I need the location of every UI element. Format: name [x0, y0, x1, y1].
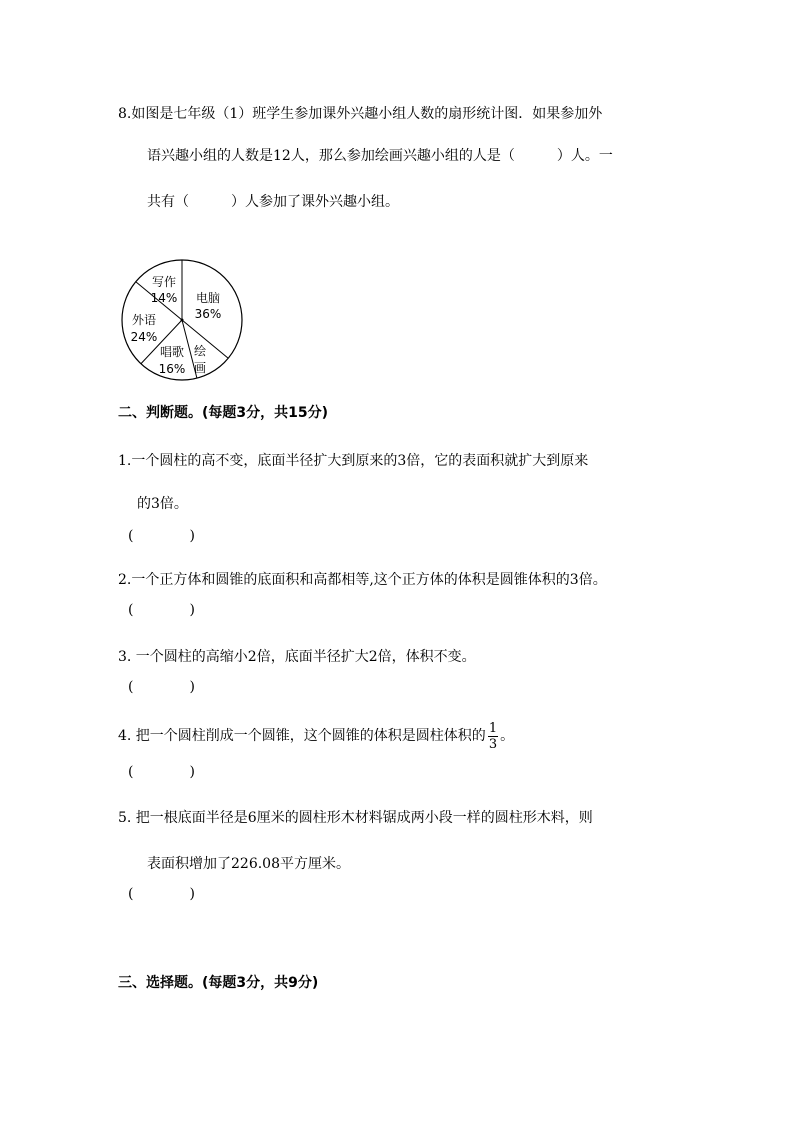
section-3-heading: 三、选择题。(每题3分，共9分) — [118, 975, 319, 991]
label-computer: 电脑 — [195, 291, 221, 305]
fraction-numerator: 1 — [488, 720, 498, 736]
s2-q4-text: 4. 把一个圆柱削成一个圆锥，这个圆锥的体积是圆柱体积的 — [118, 728, 486, 744]
s2-q1-answer[interactable]: ( ) — [128, 528, 195, 544]
s2-q5-line-2: 表面积增加了226.08平方厘米。 — [147, 856, 350, 872]
label-singing: 唱歌 — [159, 345, 185, 359]
s2-q5-line-1: 5. 把一根底面半径是6厘米的圆柱形木材料锯成两小段一样的圆柱形木料，则 — [118, 810, 593, 826]
label-foreign: 外语 — [131, 313, 157, 327]
fraction-denominator: 3 — [488, 736, 498, 752]
s2-q1-line-1: 1.一个圆柱的高不变，底面半径扩大到原来的3倍，它的表面积就扩大到原来 — [118, 453, 589, 469]
s2-q1-line-2: 的3倍。 — [137, 496, 188, 512]
pie-chart — [112, 250, 252, 390]
s2-q2-answer[interactable]: ( ) — [128, 602, 195, 618]
label-writing: 写作 — [151, 275, 177, 289]
s2-q4 — [118, 716, 514, 756]
s2-q4-answer[interactable]: ( ) — [128, 764, 195, 780]
q8-line-2: 语兴趣小组的人数是12人，那么参加绘画兴趣小组的人是（ ）人。一 — [147, 148, 613, 164]
pie-center — [181, 319, 184, 322]
section-2-heading: 二、判断题。(每题3分，共15分) — [118, 405, 329, 421]
label-painting-2: 画 — [193, 361, 207, 375]
s2-q3-answer[interactable]: ( ) — [128, 679, 195, 695]
label-foreign-pct: 24% — [130, 330, 158, 344]
s2-q5-answer[interactable]: ( ) — [128, 886, 195, 902]
fraction-one-third — [488, 721, 498, 752]
s2-q3: 3. 一个圆柱的高缩小2倍，底面半径扩大2倍，体积不变。 — [118, 649, 476, 665]
q8-line-3: 共有（ ）人参加了课外兴趣小组。 — [147, 194, 399, 210]
s2-q2: 2.一个正方体和圆锥的底面积和高都相等,这个正方体的体积是圆锥体积的3倍。 — [118, 572, 607, 588]
s2-q4-end: 。 — [500, 728, 515, 744]
label-computer-pct: 36% — [194, 307, 222, 321]
label-writing-pct: 14% — [150, 291, 178, 305]
q8-line-1: 8.如图是七年级（1）班学生参加课外兴趣小组人数的扇形统计图．如果参加外 — [118, 106, 603, 122]
label-singing-pct: 16% — [158, 362, 186, 376]
label-painting-1: 绘 — [193, 344, 207, 358]
